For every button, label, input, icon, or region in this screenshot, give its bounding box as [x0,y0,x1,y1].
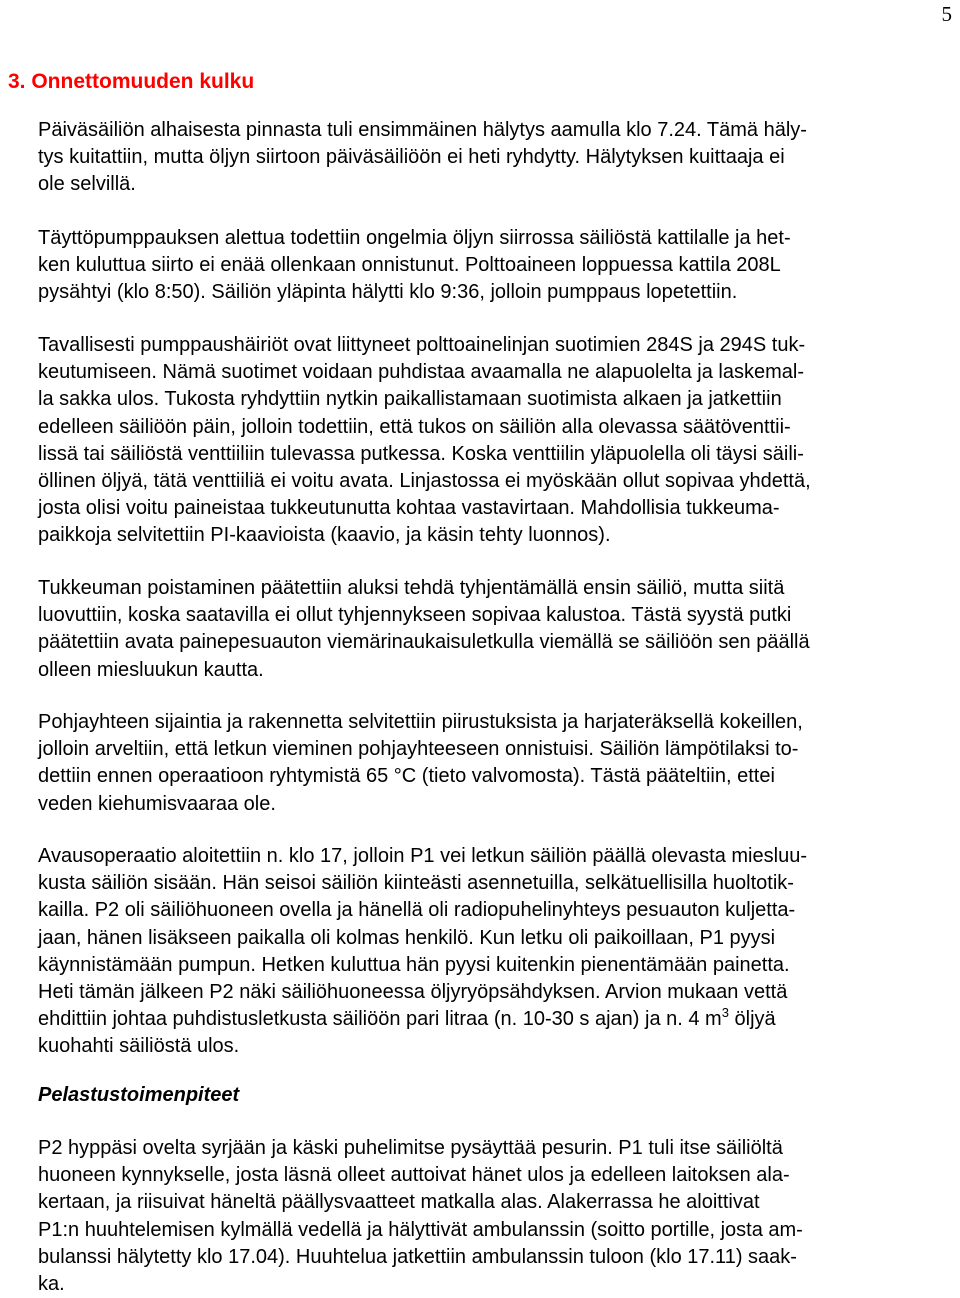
paragraph-line: paikkoja selvitettiin PI-kaavioista (kaavio, ja käsin tehty luonnos). [38,524,611,547]
superscript: 3 [721,1005,729,1021]
paragraph-line: veden kiehumisvaaraa ole. [38,792,276,815]
paragraph-line: Avausoperaatio aloitettiin n. klo 17, jolloin P1 vei letkun säiliön päällä olevasta miesluu- [38,845,807,867]
paragraph-3 [38,332,958,550]
line-text: öljyä [728,1008,776,1031]
paragraph-rescue [38,1135,958,1298]
page-number: 5 [941,2,952,26]
paragraph-6 [38,843,958,1061]
paragraph-line: Täyttöpumppauksen alettua todettiin ongelmia öljyn siirrossa säiliöstä kattilalle ja het- [38,227,791,249]
paragraph-line: pysähtyi (klo 8:50). Säiliön yläpinta hälytti klo 9:36, jolloin pumppaus lopetettiin. [38,281,738,304]
paragraph-line: keutumiseen. Nämä suotimet voidaan puhdistaa avaamalla ne alapuolelta ja laskemal- [38,361,804,384]
subsection-heading: Pelastustoimenpiteet [38,1084,240,1106]
paragraph-line: P1:n huuhtelemisen kylmällä vedellä ja hälyttivät ambulanssin (soitto portille, josta am- [38,1218,803,1241]
paragraph-line: josta olisi voitu paineistaa tukkeutunutta kohtaa vastavirtaan. Mahdollisia tukkeuma- [38,497,780,520]
paragraph-4 [38,575,958,684]
paragraph-line: ken kuluttua siirto ei enää ollenkaan onnistunut. Polttoaineen loppuessa kattila 208L [38,254,781,277]
paragraph-line: bulanssi hälytetty klo 17.04). Huuhtelua jatkettiin ambulanssin tuloon (klo 17.11) saak- [38,1245,797,1268]
paragraph-line-with-superscript [38,1006,958,1033]
paragraph-1 [38,117,958,199]
paragraph-line: jaan, hänen lisäkseen paikalla oli kolmas henkilö. Kun letku oli paikoillaan, P1 pyysi [38,926,776,949]
paragraph-line: tys kuitattiin, mutta öljyn siirtoon päiväsäiliöön ei heti ryhdytty. Hälytyksen kuittaaja ei [38,146,785,169]
paragraph-line: dettiin ennen operaatioon ryhtymistä 65 °C (tieto valvomosta). Tästä pääteltiin, ettei [38,765,775,788]
paragraph-line: huoneen kynnykselle, josta läsnä olleet auttoivat hänet ulos ja edelleen laitoksen ala- [38,1164,790,1187]
paragraph-line: kuohahti säiliöstä ulos. [38,1035,240,1058]
paragraph-line: kusta säiliön sisään. Hän seisoi säiliön kiinteästi asennetuilla, selkätuellisilla huoltotik- [38,872,794,895]
paragraph-line: ole selvillä. [38,173,136,196]
paragraph-line: öllinen öljyä, tätä venttiiliä ei voitu avata. Linjastossa ei myöskään ollut sopivaa yhdettä, [38,470,811,493]
paragraph-line: Tavallisesti pumppaushäiriöt ovat liittyneet polttoainelinjan suotimien 284S ja 294S tuk- [38,334,806,356]
paragraph-line: olleen miesluukun kautta. [38,658,264,681]
line-text: ehdittiin johtaa puhdistusletkusta säiliöön pari litraa (n. 10-30 s ajan) ja n. 4 m [38,1008,722,1031]
paragraph-5 [38,709,958,818]
paragraph-line: Tukkeuman poistaminen päätettiin aluksi tehdä tyhjentämällä ensin säiliö, mutta siitä [38,577,785,599]
paragraph-line: la sakka ulos. Tukosta ryhdyttiin nytkin paikallistamaan suotimista alkaen ja jatkettiin [38,388,782,411]
paragraph-line: kailla. P2 oli säiliöhuoneen ovella ja hänellä oli radiopuhelinyhteys pesuauton kuljetta- [38,899,796,922]
paragraph-line: lissä tai säiliöstä venttiiliin tulevassa putkessa. Koska venttiilin yläpuolella oli täysi säili- [38,442,804,465]
paragraph-line: jolloin arveltiin, että letkun vieminen pohjayhteeseen onnistuisi. Säiliön lämpötilaksi to- [38,738,799,761]
section-heading: 3. Onnettomuuden kulku [8,70,255,93]
paragraph-line: päätettiin avata painepesuauton viemärinaukaisuletkulla viemällä se säiliöön sen päällä [38,631,810,654]
paragraph-line: edelleen säiliöön päin, jolloin todettiin, että tukos on säiliön alla olevassa säätöventtii- [38,415,791,438]
paragraph-line: P2 hyppäsi ovelta syrjään ja käski puhelimitse pysäyttää pesurin. P1 tuli itse säiliöltä [38,1137,783,1159]
paragraph-line: Päiväsäiliön alhaisesta pinnasta tuli ensimmäinen hälytys aamulla klo 7.24. Tämä häly- [38,119,807,141]
paragraph-line: käynnistämään pumpun. Hetken kuluttua hän pyysi kuitenkin pienentämään painetta. [38,953,790,976]
paragraph-line: Heti tämän jälkeen P2 näki säiliöhuoneessa öljyryöpsähdyksen. Arvion mukaan vettä [38,981,788,1004]
paragraph-line: kertaan, ja riisuivat häneltä päällysvaatteet matkalla alas. Alakerrassa he aloittivat [38,1191,760,1214]
paragraph-line: ka. [38,1273,65,1296]
paragraph-line: Pohjayhteen sijaintia ja rakennetta selvitettiin piirustuksista ja harjateräksellä kokeillen, [38,711,803,733]
paragraph-2 [38,225,958,307]
paragraph-line: luovuttiin, koska saatavilla ei ollut tyhjennykseen sopivaa kalustoa. Tästä syystä putki [38,604,792,627]
